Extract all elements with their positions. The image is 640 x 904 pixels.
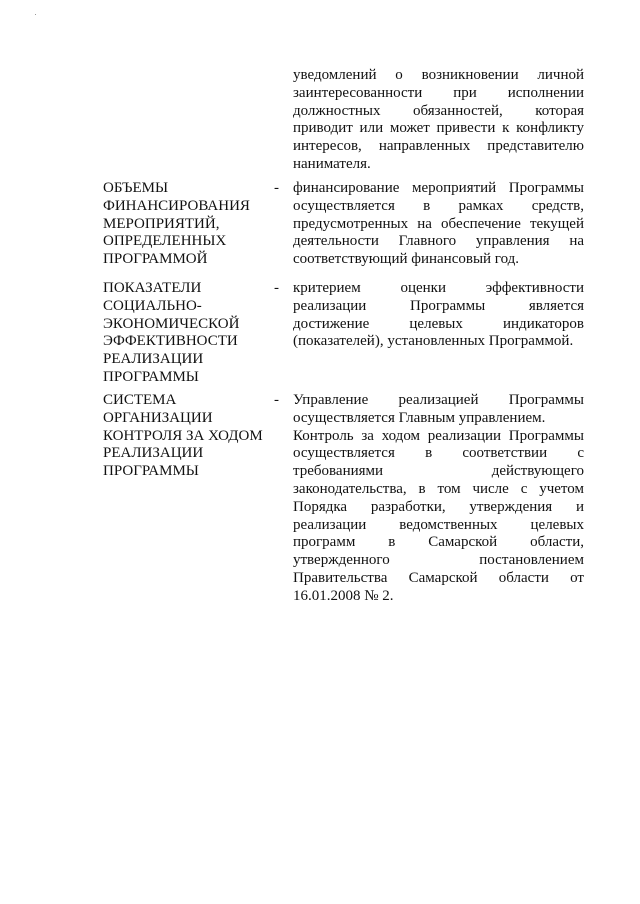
text-line: требованиями действующего — [293, 463, 584, 480]
row-value-indicators — [293, 280, 584, 351]
text-line: законодательства, в том числе с учетом — [293, 480, 584, 497]
text-line: осуществляется в рамках средств, — [293, 197, 584, 214]
text-line: достижение целевых индикаторов — [293, 315, 584, 332]
label-line: ОБЪЕМЫ — [103, 180, 169, 196]
text-line: реализации Программы является — [293, 297, 584, 314]
row-value-control — [293, 392, 584, 606]
label-line: ФИНАНСИРОВАНИЯ — [103, 197, 250, 214]
row-label-funding — [103, 180, 273, 269]
label-line: РЕАЛИЗАЦИИ — [103, 351, 204, 368]
label-line: СИСТЕМА — [103, 392, 177, 408]
row-label-indicators — [103, 280, 273, 387]
label-line: МЕРОПРИЯТИЙ, — [103, 215, 220, 232]
row-dash: - — [274, 180, 279, 196]
text-line: уведомлений о возникновении личной — [293, 67, 584, 83]
text-line: соответствующий финансовый год. — [293, 251, 520, 268]
text-line: предусмотренных на обеспечение текущей — [293, 215, 584, 232]
text-line: Контроль за ходом реализации Программы — [293, 427, 584, 444]
text-line: критерием оценки эффективности — [293, 280, 584, 296]
text-line: должностных обязанностей, которая — [293, 102, 584, 119]
label-line: РЕАЛИЗАЦИИ — [103, 445, 204, 462]
text-line: утвержденного постановлением — [293, 552, 584, 569]
text-line: приводит или может привести к конфликту — [293, 120, 584, 137]
text-line: деятельности Главного управления на — [293, 233, 584, 250]
text-line: 16.01.2008 № 2. — [293, 587, 394, 604]
label-line: ЭКОНОМИЧЕСКОЙ — [103, 315, 240, 332]
text-line: реализации ведомственных целевых — [293, 516, 584, 533]
text-line: финансирование мероприятий Программы — [293, 180, 584, 196]
row-label-control — [103, 392, 273, 481]
row-dash: - — [274, 280, 279, 296]
text-line: программ в Самарской области, — [293, 534, 584, 551]
label-line: ОПРЕДЕЛЕННЫХ — [103, 233, 227, 250]
text-line: Управление реализацией Программы — [293, 392, 584, 408]
label-line: КОНТРОЛЯ ЗА ХОДОМ — [103, 427, 263, 444]
text-line: Порядка разработки, утверждения и — [293, 498, 584, 515]
text-line: (показателей), установленных Программой. — [293, 333, 574, 350]
text-line: Правительства Самарской области от — [293, 569, 584, 586]
scan-speck — [35, 14, 36, 15]
text-line: интересов, направленных представителю — [293, 138, 584, 155]
label-line: ПОКАЗАТЕЛИ — [103, 280, 202, 296]
text-line: осуществляется Главным управлением. — [293, 409, 546, 426]
label-line: ПРОГРАММОЙ — [103, 251, 208, 268]
label-line: ОРГАНИЗАЦИИ — [103, 409, 213, 426]
label-line: ПРОГРАММЫ — [103, 463, 199, 480]
label-line: ПРОГРАММЫ — [103, 368, 199, 385]
text-line: осуществляется в соответствии с — [293, 445, 584, 462]
text-line: заинтересованности при исполнении — [293, 84, 584, 101]
row-dash: - — [274, 392, 279, 408]
text-line: нанимателя. — [293, 155, 371, 172]
label-line: СОЦИАЛЬНО- — [103, 297, 202, 314]
continuation-text — [293, 67, 584, 174]
label-line: ЭФФЕКТИВНОСТИ — [103, 333, 238, 350]
row-value-funding — [293, 180, 584, 269]
